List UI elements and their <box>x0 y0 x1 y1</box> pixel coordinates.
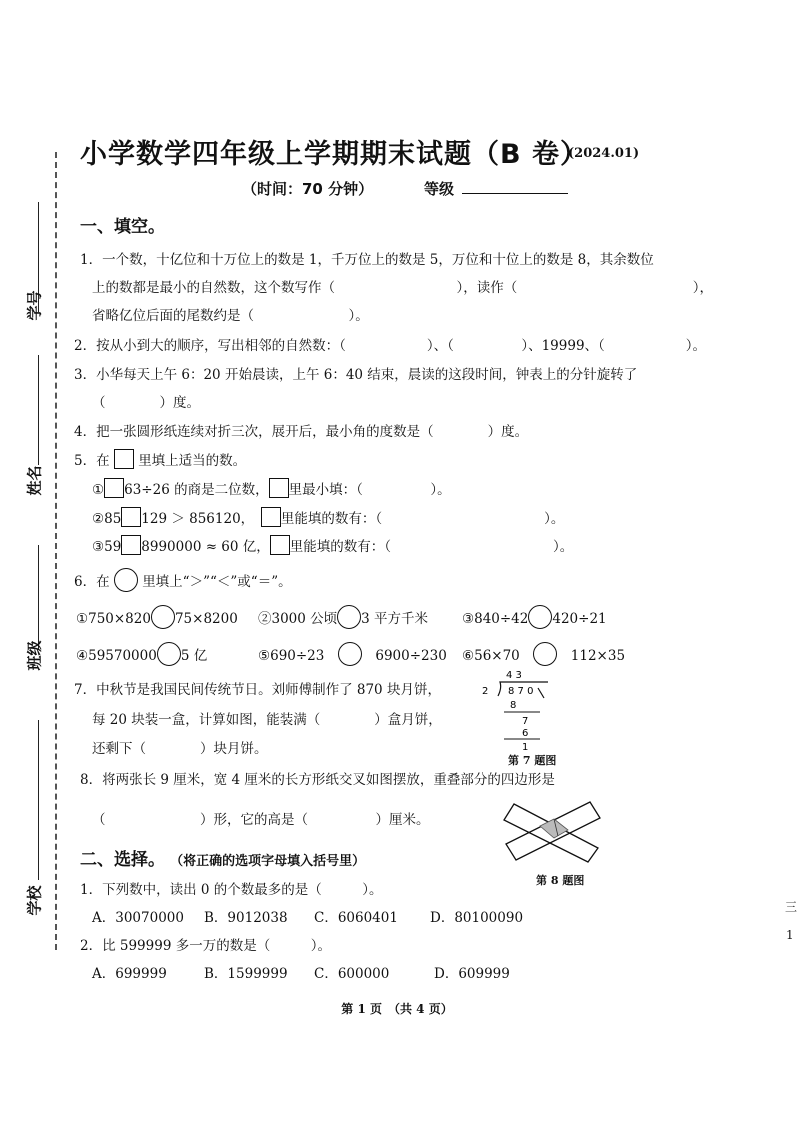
compare-circle[interactable] <box>338 642 362 666</box>
division-step2: 7 <box>522 716 529 727</box>
q5-item3: ③59 8990000 ≈ 60 亿， 里能填的数有：（ ）。 <box>92 535 573 555</box>
division-divisor: 2 <box>482 686 489 697</box>
edge-mark-1: 三 <box>785 900 797 914</box>
s2-q2-text: 2．比 599999 多一万的数是（ ）。 <box>80 938 331 954</box>
q1-line3: 省略亿位后面的尾数约是（ ）。 <box>92 308 369 324</box>
q6-row1-item1: ①750×820 75×8200 <box>76 605 238 629</box>
q7-figure-caption: 第 7 题图 <box>508 754 557 767</box>
q8-line2: （ ）形，它的高是（ ）厘米。 <box>92 812 430 828</box>
q7-line2: 每 20 块装一盒，计算如图，能装满（ ）盒月饼， <box>92 712 442 728</box>
edge-mark-2: 1 <box>786 928 794 942</box>
answer-box-icon <box>114 449 134 469</box>
s2-q2-option-d: D．609999 <box>434 966 510 982</box>
q3-line1: 3．小华每天上午 6：20 开始晨读，上午 6：40 结束，晨读的这段时间，钟表上的分针旋转了 <box>74 367 638 383</box>
class-line[interactable] <box>38 545 39 650</box>
answer-box[interactable] <box>121 507 141 527</box>
q6-instruction: 6．在 里填上“＞”“＜”或“＝”。 <box>74 568 292 592</box>
q5-item1: ① 63÷26 的商是二位数， 里最小填：（ ）。 <box>92 478 451 498</box>
section2-note: （将正确的选项字母填入括号里） <box>170 854 366 869</box>
q6-row2-item2: ⑤690÷23 6900÷230 <box>258 642 447 666</box>
section2-heading: 二、选择。 <box>80 850 165 870</box>
compare-circle[interactable] <box>151 605 175 629</box>
binding-dashed-line <box>55 152 57 950</box>
school-label: 学校 <box>25 885 44 916</box>
q6-row2-item1: ④59570000 5 亿 <box>76 642 207 666</box>
compare-circle[interactable] <box>528 605 552 629</box>
q6-row1-item3: ③840÷42 420÷21 <box>462 605 607 629</box>
division-step3: 6 <box>522 728 529 739</box>
answer-box[interactable] <box>104 478 124 498</box>
q5-post: 里填上适当的数。 <box>138 453 247 469</box>
division-quotient: 4 3 <box>506 670 522 681</box>
answer-box-ref <box>269 478 289 498</box>
answer-box-ref <box>261 507 281 527</box>
q6-row2-item3: ⑥56×70 112×35 <box>462 642 625 666</box>
answer-box[interactable] <box>121 535 141 555</box>
s2-q1-option-c: C．6060401 <box>314 910 398 926</box>
division-remainder: 1 <box>522 742 529 753</box>
q1-line2: 上的数都是最小的自然数，这个数写作（ ），读作（ ）， <box>92 280 713 296</box>
page-footer: 第 1 页 （共 4 页） <box>341 1002 453 1016</box>
q5-instruction <box>74 449 246 469</box>
q6-row1-item2: ②3000 公顷 3 平方千米 <box>258 605 428 629</box>
name-label: 姓名 <box>25 465 44 496</box>
school-line[interactable] <box>38 720 39 880</box>
q8-figure-caption: 第 8 题图 <box>536 874 585 887</box>
q7-line1: 7．中秋节是我国民间传统节日。刘师傅制作了 870 块月饼， <box>74 682 441 698</box>
s2-q1-option-a: A．30070000 <box>92 910 184 926</box>
name-line[interactable] <box>38 355 39 465</box>
q1-line1: 1．一个数，十亿位和十万位上的数是 1，千万位上的数是 5，万位和十位上的数是 8，其余数位 <box>80 252 654 268</box>
answer-box-ref <box>270 535 290 555</box>
answer-circle-icon <box>114 568 138 592</box>
grade-blank[interactable] <box>462 193 568 194</box>
class-label: 班级 <box>25 640 44 671</box>
s2-q2-option-a: A．699999 <box>92 966 167 982</box>
section1-heading: 一、填空。 <box>80 217 165 237</box>
q4-text: 4．把一张圆形纸连续对折三次，展开后，最小角的度数是（ ）度。 <box>74 424 529 440</box>
s2-q1-option-b: B．9012038 <box>204 910 288 926</box>
exam-date: (2024.01) <box>568 146 640 161</box>
s2-q2-option-c: C．600000 <box>314 966 390 982</box>
q5-item2: ②85 129 ＞ 856120， 里能填的数有：（ ）。 <box>92 507 564 527</box>
page-title: 小学数学四年级上学期期末试题（B 卷） <box>80 139 588 170</box>
division-dividend: 8 7 0 <box>508 686 534 697</box>
division-step1: 8 <box>510 700 517 711</box>
q7-line3: 还剩下（ ）块月饼。 <box>92 741 268 757</box>
compare-circle[interactable] <box>533 642 557 666</box>
s2-q2-option-b: B．1599999 <box>204 966 288 982</box>
s2-q1-option-d: D．80100090 <box>430 910 524 926</box>
q2-text: 2．按从小到大的顺序，写出相邻的自然数：（ ）、（ ）、19999、（ ）。 <box>74 338 707 354</box>
q5-pre: 5．在 <box>74 453 110 469</box>
compare-circle[interactable] <box>337 605 361 629</box>
q7-division-figure <box>478 668 568 754</box>
s2-q1-text: 1．下列数中，读出 0 的个数最多的是（ ）。 <box>80 882 383 898</box>
q3-line2: （ ）度。 <box>92 395 200 411</box>
section2-heading-row <box>80 845 365 870</box>
q8-crossed-rectangles-figure <box>500 796 610 866</box>
student-id-label: 学号 <box>25 290 44 321</box>
q8-line1: 8．将两张长 9 厘米，宽 4 厘米的长方形纸交叉如图摆放，重叠部分的四边形是 <box>80 772 555 788</box>
time-limit: （时间：70 分钟） <box>242 180 374 198</box>
compare-circle[interactable] <box>157 642 181 666</box>
grade-label: 等级 <box>424 180 455 198</box>
